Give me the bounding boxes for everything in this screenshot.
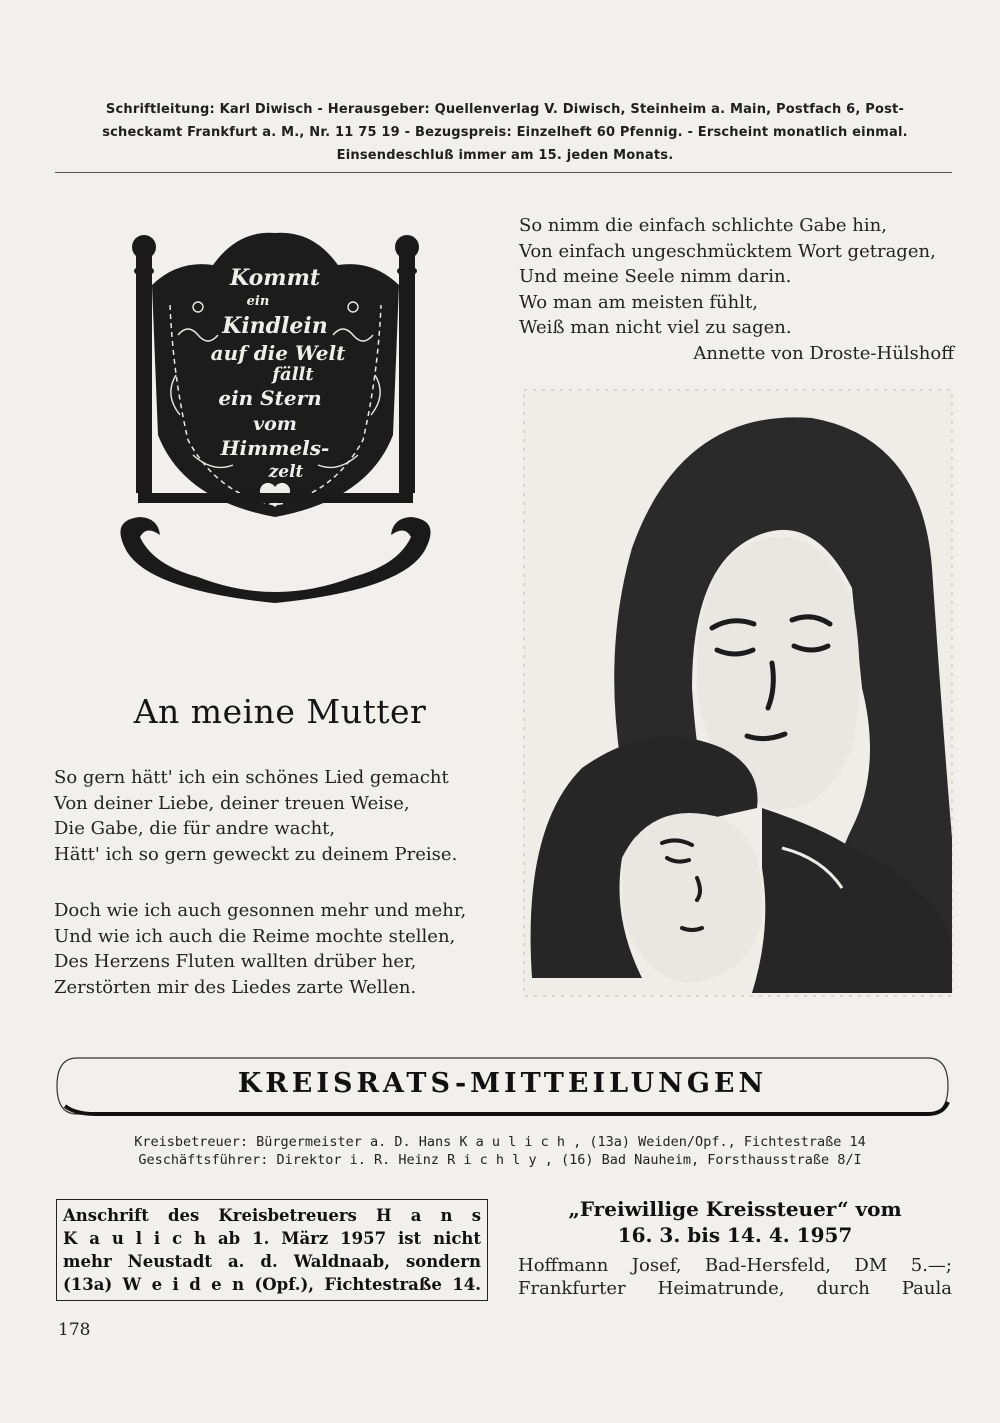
officials-line: Kreisbetreuer: Bürgermeister a. D. Hans K a u l i c h , (13a) Weiden/Opf., Fichtestraße 14 <box>134 1134 866 1150</box>
officials-line: Geschäftsführer: Direktor i. R. Heinz R i c h l y , (16) Bad Nauheim, Forsthausstraße 8/I <box>138 1152 862 1168</box>
donor-line: Hoffmann Josef, Bad-Hersfeld, DM 5.—; <box>518 1255 952 1276</box>
notice-line: (13a) W e i d e n (Opf.), Fichtestraße 14. <box>63 1275 481 1294</box>
notice-line: K a u l i c h ab 1. März 1957 ist nicht <box>63 1229 481 1248</box>
masthead-divider <box>55 172 952 173</box>
page-number: 178 <box>58 1320 91 1340</box>
cradle-motto-line: vom <box>253 413 297 435</box>
poem-line: Wo man am meisten fühlt, <box>519 291 758 313</box>
poem-line: Hätt' ich so gern geweckt zu deinem Preise. <box>54 843 458 865</box>
masthead-line: scheckamt Frankfurt a. M., Nr. 11 75 19 - Bezugspreis: Einzelheft 60 Pfennig. - Erscheint monatlich einmal. <box>102 125 908 140</box>
poem-line: Und meine Seele nimm darin. <box>519 266 792 287</box>
tax-heading <box>515 1196 955 1248</box>
poem-line: Von einfach ungeschmücktem Wort getragen, <box>519 240 936 262</box>
tax-heading-line: „Freiwillige Kreissteuer“ vom <box>568 1197 902 1221</box>
address-notice-box <box>56 1199 488 1301</box>
masthead-line: Schriftleitung: Karl Diwisch - Herausgeber: Quellenverlag V. Diwisch, Steinheim a. Main, Postfach 6, Post- <box>105 102 905 117</box>
cradle-motto-line: auf die Welt <box>210 341 346 365</box>
poem-line: Des Herzens Fluten wallten drüber her, <box>54 951 417 972</box>
poem-line: Und wie ich auch die Reime mochte stellen, <box>54 925 456 947</box>
poem-line: Doch wie ich auch gesonnen mehr und mehr, <box>54 900 467 921</box>
mother-child-illustration <box>522 388 954 998</box>
donor-line: Frankfurter Heimatrunde, durch Paula <box>518 1278 952 1299</box>
tax-heading-line: 16. 3. bis 14. 4. 1957 <box>617 1223 853 1247</box>
cradle-illustration <box>118 225 433 605</box>
poem-line: Weiß man nicht viel zu sagen. <box>519 317 792 338</box>
notice-line: mehr Neustadt a. d. Waldnaab, sondern <box>63 1252 481 1271</box>
cradle-motto-line: Kindlein <box>222 313 328 339</box>
poem-droste <box>519 213 954 366</box>
poem-stanza <box>54 765 494 867</box>
poem-stanza <box>54 898 494 1000</box>
tax-donor-list <box>518 1254 952 1300</box>
poem-line: So gern hätt' ich ein schönes Lied gemacht <box>54 767 449 788</box>
cradle-motto-line: fällt <box>272 364 314 385</box>
cradle-motto-line: zelt <box>268 462 304 482</box>
poem-author: Annette von Droste-Hülshoff <box>693 342 954 364</box>
cradle-motto-line: Kommt <box>229 265 321 291</box>
cradle-motto-line: ein Stern <box>218 386 322 410</box>
poem-line: Zerstörten mir des Liedes zarte Wellen. <box>54 976 417 998</box>
poem-title: An meine Mutter <box>133 692 427 731</box>
poem-line: Die Gabe, die für andre wacht, <box>54 818 336 839</box>
poem-line: So nimm die einfach schlichte Gabe hin, <box>519 215 887 236</box>
cradle-motto-line: ein <box>246 294 270 309</box>
masthead <box>60 98 950 167</box>
notice-line: Anschrift des Kreisbetreuers H a n s <box>63 1206 481 1225</box>
masthead-line: Einsendeschluß immer am 15. jeden Monats. <box>336 148 674 163</box>
poem-line: Von deiner Liebe, deiner treuen Weise, <box>54 792 410 814</box>
section-title: KREISRATS-MITTEILUNGEN <box>237 1068 768 1099</box>
cradle-motto-line: Himmels- <box>220 436 330 460</box>
officials-info <box>60 1133 940 1169</box>
